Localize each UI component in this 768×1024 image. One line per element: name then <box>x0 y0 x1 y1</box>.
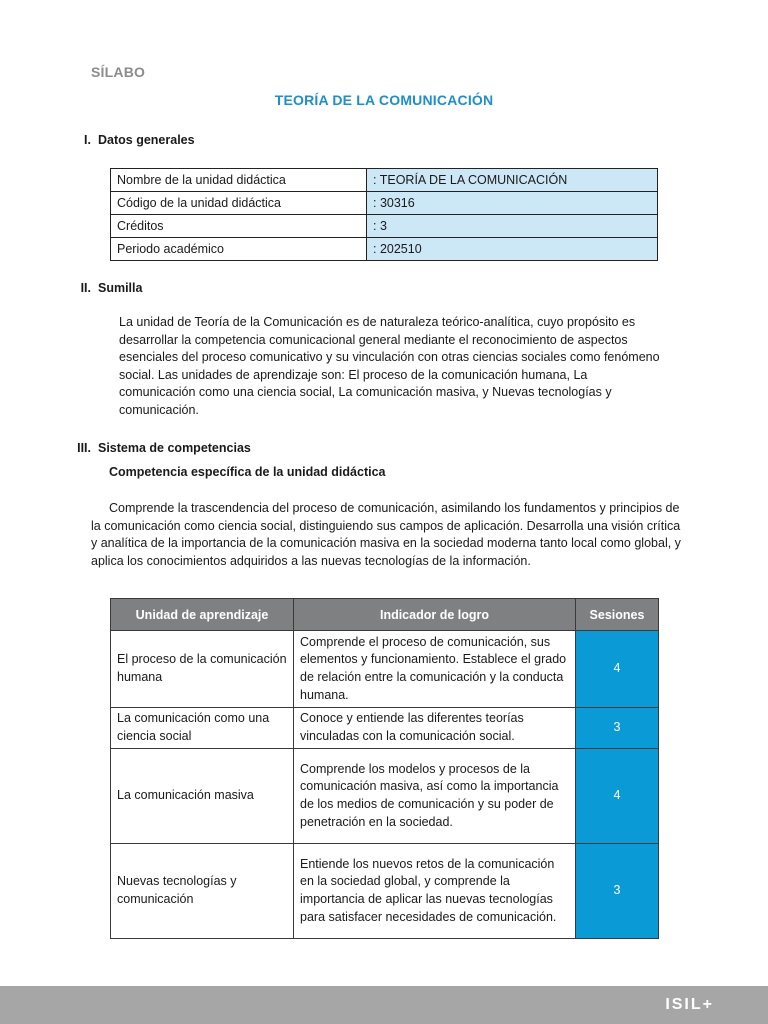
table-row <box>111 708 659 749</box>
table-cell-key: Nombre de la unidad didáctica <box>111 169 367 192</box>
table-row <box>111 238 658 261</box>
table-row <box>111 192 658 215</box>
table-cell-key: Créditos <box>111 215 367 238</box>
table-row <box>111 749 659 844</box>
table-cell-value: : TEORÍA DE LA COMUNICACIÓN <box>367 169 658 192</box>
section-competencias <box>71 441 251 455</box>
sesiones-cell: 3 <box>576 708 659 749</box>
table-cell-value: : 3 <box>367 215 658 238</box>
section-number: III. <box>77 441 91 455</box>
competencia-subtitle: Competencia específica de la unidad didáctica <box>109 465 386 479</box>
indicador-cell: Comprende el proceso de comunicación, sus elementos y funcionamiento. Establece el grado de relación entre la comunicación y la conducta humana. <box>294 631 576 708</box>
indicador-cell: Entiende los nuevos retos de la comunicación en la sociedad global, y comprende la importancia de aplicar las nuevas tecnologías para satisfacer necesidades de comunicación. <box>294 844 576 939</box>
table-header-row <box>111 599 659 631</box>
section-title: Datos generales <box>98 133 195 147</box>
column-header-indicador: Indicador de logro <box>294 599 576 631</box>
unidad-cell: Nuevas tecnologías y comunicación <box>111 844 294 939</box>
document-label: SÍLABO <box>91 64 146 80</box>
unidad-cell: La comunicación masiva <box>111 749 294 844</box>
table-row <box>111 844 659 939</box>
datos-generales-table <box>110 168 658 261</box>
section-title: Sumilla <box>98 281 143 295</box>
table-cell-value: : 30316 <box>367 192 658 215</box>
competencia-paragraph: Comprende la trascendencia del proceso de comunicación, asimilando los fundamentos y principios de la comunicación como ciencia social, distinguiendo sus campos de aplicación. Desarrolla una visión crítica y analítica de la importancia de la comunicación masiva en la sociedad moderna tanto local como global, y aplica los conocimientos adquiridos a las nuevas tecnologías de la información. <box>91 501 681 568</box>
sesiones-cell: 3 <box>576 844 659 939</box>
sesiones-cell: 4 <box>576 631 659 708</box>
document-title: TEORÍA DE LA COMUNICACIÓN <box>274 92 494 108</box>
sumilla-paragraph: La unidad de Teoría de la Comunicación es de naturaleza teórico-analítica, cuyo propósito es desarrollar la competencia comunicacional general mediante el reconocimiento de aspectos esenciales del proceso comunicativo y su vinculación con otras ciencias sociales como fenómeno social. Las unidades de aprendizaje son: El proceso de la comunicación humana, La comunicación como una ciencia social, La comunicación masiva, y Nuevas tecnologías y comunicación. <box>119 315 660 417</box>
unidad-cell: La comunicación como una ciencia social <box>111 708 294 749</box>
sesiones-cell: 4 <box>576 749 659 844</box>
table-cell-value: : 202510 <box>367 238 658 261</box>
column-header-sesiones: Sesiones <box>576 599 659 631</box>
indicador-cell: Conoce y entiende las diferentes teorías vinculadas con la comunicación social. <box>294 708 576 749</box>
section-number: I. <box>84 133 91 147</box>
section-number: II. <box>80 281 91 295</box>
section-datos-generales <box>71 133 195 147</box>
table-cell-key: Código de la unidad didáctica <box>111 192 367 215</box>
column-header-unidad: Unidad de aprendizaje <box>111 599 294 631</box>
page-footer <box>0 986 768 1024</box>
table-row <box>111 169 658 192</box>
indicador-cell: Comprende los modelos y procesos de la comunicación masiva, así como la importancia de los medios de comunicación y su poder de penetración en la sociedad. <box>294 749 576 844</box>
isil-logo: ISIL+ <box>665 996 714 1013</box>
unidad-cell: El proceso de la comunicación humana <box>111 631 294 708</box>
table-cell-key: Periodo académico <box>111 238 367 261</box>
section-title: Sistema de competencias <box>98 441 251 455</box>
table-row <box>111 631 659 708</box>
units-table <box>110 598 659 939</box>
section-sumilla <box>71 281 142 295</box>
table-row <box>111 215 658 238</box>
